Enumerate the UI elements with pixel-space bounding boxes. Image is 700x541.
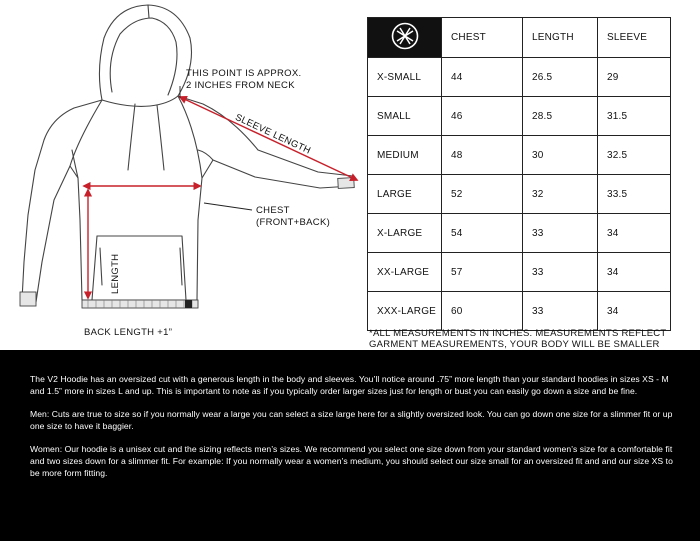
size-chart-table	[367, 17, 671, 331]
women-fit-paragraph: Women: Our hoodie is a unisex cut and the sizing reflects men’s sizes. We recommend you select one size down from your standard women’s size for a comfortable fit and two sizes down for a slimmer fit. For example: If you normally wear a women’s medium, you should select our size small for an oversized fit and and our size XS to be more form fitting.	[30, 444, 673, 478]
length-cell: 28.5	[523, 97, 598, 136]
size-cell: XX-LARGE	[368, 253, 442, 292]
length-label: LENGTH	[110, 253, 121, 294]
size-cell: XXX-LARGE	[368, 292, 442, 331]
length-cell: 26.5	[523, 58, 598, 97]
sleeve-cell: 32.5	[598, 136, 671, 175]
chest-label: CHEST (FRONT+BACK)	[256, 205, 331, 228]
header-length: LENGTH	[523, 18, 598, 58]
sleeve-length-label: SLEEVE LENGTH	[233, 112, 313, 157]
table-row	[368, 97, 671, 136]
chest-cell: 60	[442, 292, 523, 331]
chest-cell: 54	[442, 214, 523, 253]
sleeve-cell: 34	[598, 253, 671, 292]
brand-logo-icon	[391, 22, 419, 50]
chest-cell: 46	[442, 97, 523, 136]
size-cell: X-LARGE	[368, 214, 442, 253]
sleeve-cell: 34	[598, 214, 671, 253]
table-row	[368, 136, 671, 175]
back-length-label: BACK LENGTH +1”	[84, 327, 173, 338]
neck-point-note: THIS POINT IS APPROX. 2 INCHES FROM NECK	[186, 68, 302, 91]
sleeve-cell: 34	[598, 292, 671, 331]
hoodie-illustration	[0, 0, 365, 350]
hoodie-measurement-diagram	[0, 0, 365, 350]
size-cell: LARGE	[368, 175, 442, 214]
length-cell: 32	[523, 175, 598, 214]
table-header-row	[368, 18, 671, 58]
length-cell: 33	[523, 214, 598, 253]
sleeve-cell: 31.5	[598, 97, 671, 136]
length-cell: 33	[523, 253, 598, 292]
chest-cell: 57	[442, 253, 523, 292]
table-row	[368, 58, 671, 97]
header-sleeve: SLEEVE	[598, 18, 671, 58]
length-cell: 33	[523, 292, 598, 331]
size-cell: X-SMALL	[368, 58, 442, 97]
table-row	[368, 292, 671, 331]
chest-cell: 44	[442, 58, 523, 97]
chest-cell: 52	[442, 175, 523, 214]
fit-paragraph: The V2 Hoodie has an oversized cut with a generous length in the body and sleeves. You’ll notice around .75” more length than your standard hoodies in sizes XS - M and 1.5” more in sizes L and up. This is important to note as if you typically order larger sizes just for length or bust you can easily go down a size and be fine.	[30, 374, 669, 396]
table-row	[368, 175, 671, 214]
logo-cell	[368, 18, 442, 58]
men-fit-paragraph: Men: Cuts are true to size so if you normally wear a large you can select a size large here for a slightly oversized look. You can go down one size for a slimmer fit or up one size to have it baggier.	[30, 409, 673, 431]
description-panel	[0, 350, 700, 541]
table-row	[368, 214, 671, 253]
size-cell: SMALL	[368, 97, 442, 136]
measurement-note: *ALL MEASUREMENTS IN INCHES. MEASUREMENTS REFLECT GARMENT MEASUREMENTS, YOUR BODY WILL BE SMALLER	[369, 328, 667, 350]
chest-cell: 48	[442, 136, 523, 175]
sleeve-cell: 29	[598, 58, 671, 97]
size-cell: MEDIUM	[368, 136, 442, 175]
table-row	[368, 253, 671, 292]
header-chest: CHEST	[442, 18, 523, 58]
sleeve-cell: 33.5	[598, 175, 671, 214]
length-cell: 30	[523, 136, 598, 175]
